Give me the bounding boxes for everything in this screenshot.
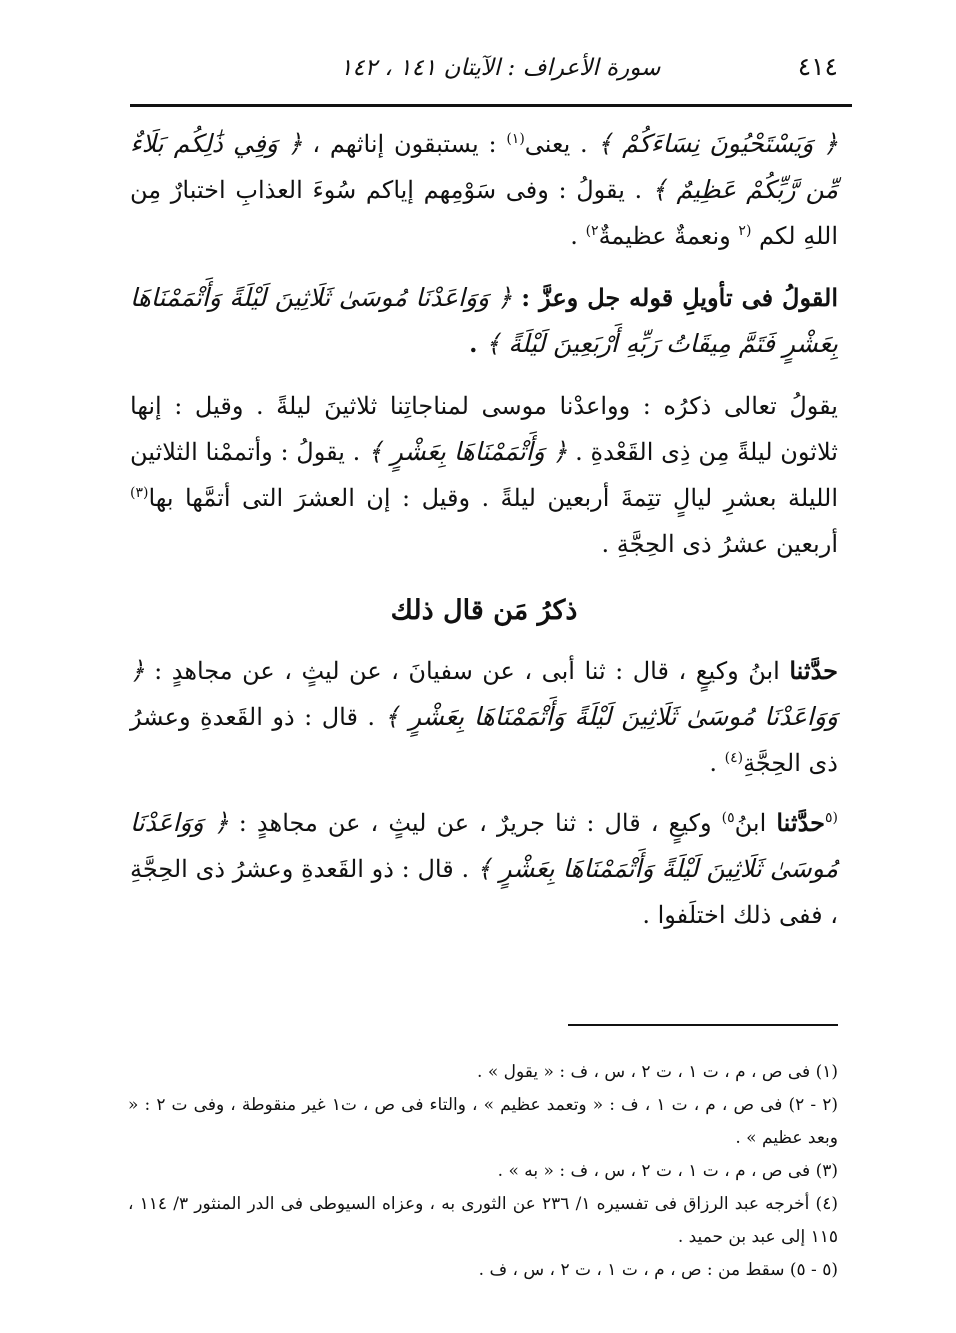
quran-quote: ﴿ وَوَاعَدْنَا مُوسَىٰ ثَلَاثِينَ لَيْلَةً وَأَتْمَمْنَاهَا بِعَشْرٍ فَتَمَّ مِيقَاتُ رَبِّهِ أَرْبَعِينَ لَيْلَةً ﴾	[130, 283, 838, 358]
text-span: وكيعٍ ، قال : ثنا جريرٌ ، عن ليثٍ ، عن مجاهدٍ :	[228, 809, 722, 837]
footnote-ref: (٢	[738, 223, 752, 239]
text-span: .	[709, 749, 725, 777]
footnote-ref: ٢)	[585, 223, 599, 239]
running-title: سورة الأعراف : الآيتان ١٤١ ، ١٤٢	[340, 55, 661, 81]
narration-lead: حدَّثنا	[789, 656, 838, 685]
text-span: . يقولُ : وفى سَوْمِهم إياكم سُوءَ العذابِ اختبارٌ مِن اللهِ لكم	[130, 176, 838, 250]
footnotes	[128, 1056, 838, 1287]
paragraph-2	[130, 275, 838, 367]
paragraph-1	[130, 121, 838, 259]
footnote-ref: (١)	[506, 131, 525, 147]
paragraph-5	[130, 800, 838, 938]
quran-quote: ﴿ وَأَتْمَمْنَاهَا بِعَشْرٍ ﴾	[368, 437, 568, 466]
text-span: .	[469, 329, 486, 358]
footnote-separator	[568, 1024, 838, 1026]
section-lead: القولُ فى تأويلِ قوله جل وعزَّ :	[512, 283, 838, 312]
narration-lead: حدَّثنا	[776, 808, 825, 837]
text-span: : يستبقون إناثهم ،	[302, 130, 507, 158]
text-span: . قال : ذو القَعدةِ وعشرُ ذى الحِجَّةِ	[130, 703, 838, 777]
footnote-3: (٣) فى ص ، م ، ت ١ ، ت ٢ ، س ، ف : « به » .	[497, 1161, 838, 1181]
footnote-4: (٤) أخرجه عبد الرزاق فى تفسيره ١/ ٢٣٦ عن الثورى به ، وعزاه السيوطى فى الدر المنثور ٣/ ١١٤ ، ١١٥ إلى عبد بن حميد .	[128, 1194, 838, 1247]
text-span: أربعين عشرُ ذى الحِجَّةِ .	[601, 530, 838, 558]
header-rule	[130, 104, 852, 107]
footnote-5: (٥ - ٥) سقط من : ص ، م ، ت ١ ، ت ٢ ، س ، ف .	[478, 1260, 838, 1280]
quran-quote: ﴿ وَيَسْتَحْيُونَ نِسَاءَكُمْ ﴾	[597, 129, 838, 158]
quran-quote: ﴿ وَفِي ذَٰلِكُم بَلَاءٌ مِّن رَّبِّكُمْ عَظِيمٌ ﴾	[130, 129, 838, 204]
footnote-1: (١) فى ص ، م ، ت ١ ، ت ٢ ، س ، ف : « يقول » .	[477, 1062, 838, 1082]
footnote-ref: (٤)	[724, 750, 744, 766]
page-header	[130, 52, 838, 100]
page-number: ٤١٤	[797, 52, 838, 81]
text-span: ابنُ وكيعٍ ، قال : ثنا أبى ، عن سفيانَ ، عن ليثٍ ، عن مجاهدٍ :	[144, 657, 790, 685]
section-heading: ذكرُ مَن قال ذلك	[390, 595, 578, 626]
paragraph-3	[130, 383, 838, 567]
footnote-ref: (٥	[825, 810, 838, 826]
text-span: . قال : ذو القَعدةِ وعشرُ ذى الحِجَّةِ ، ففى ذلك اختلَفوا .	[130, 855, 838, 929]
quran-quote: ﴿ وَوَاعَدْنَا مُوسَىٰ ثَلَاثِينَ لَيْلَةً وَأَتْمَمْنَاهَا بِعَشْرٍ ﴾	[130, 656, 838, 731]
text-span: . يقولُ : وأتممْنا الثلاثين الليلة بعشرِ ليالٍ تتِمةَ أربعين ليلةً . وقيل : إن العشرَ التى أتمَّها بها	[130, 438, 838, 512]
footnote-2: (٢ - ٢) فى ص ، م ، ت ١ ، ف : « وتعمد عظيم » ، والتاء فى ص ، ت١ غير منقوطة ، وفى ت ٢ : « وبعد عظيم » .	[128, 1095, 838, 1148]
footnote-ref: (٣)	[130, 485, 149, 501]
text-span: . يعنى	[524, 130, 598, 158]
paragraph-4	[130, 648, 838, 786]
text-span: ابنُ	[734, 809, 777, 837]
text-span: ونعمةٌ عظيمةٌ	[598, 222, 739, 250]
footnote-ref: ٥)	[721, 810, 735, 826]
quran-quote: ﴿ وَوَاعَدْنَا مُوسَىٰ ثَلَاثِينَ لَيْلَةً وَأَتْمَمْنَاهَا بِعَشْرٍ ﴾	[130, 808, 839, 883]
text-span: .	[570, 222, 586, 250]
text-span: يقولُ تعالى ذكرُه : وواعدْنا موسى لمناجاتِنا ثلاثينَ ليلةً . وقيل : إنها ثلاثون ليلةً مِن ذِى القَعْدةِ .	[130, 392, 838, 466]
